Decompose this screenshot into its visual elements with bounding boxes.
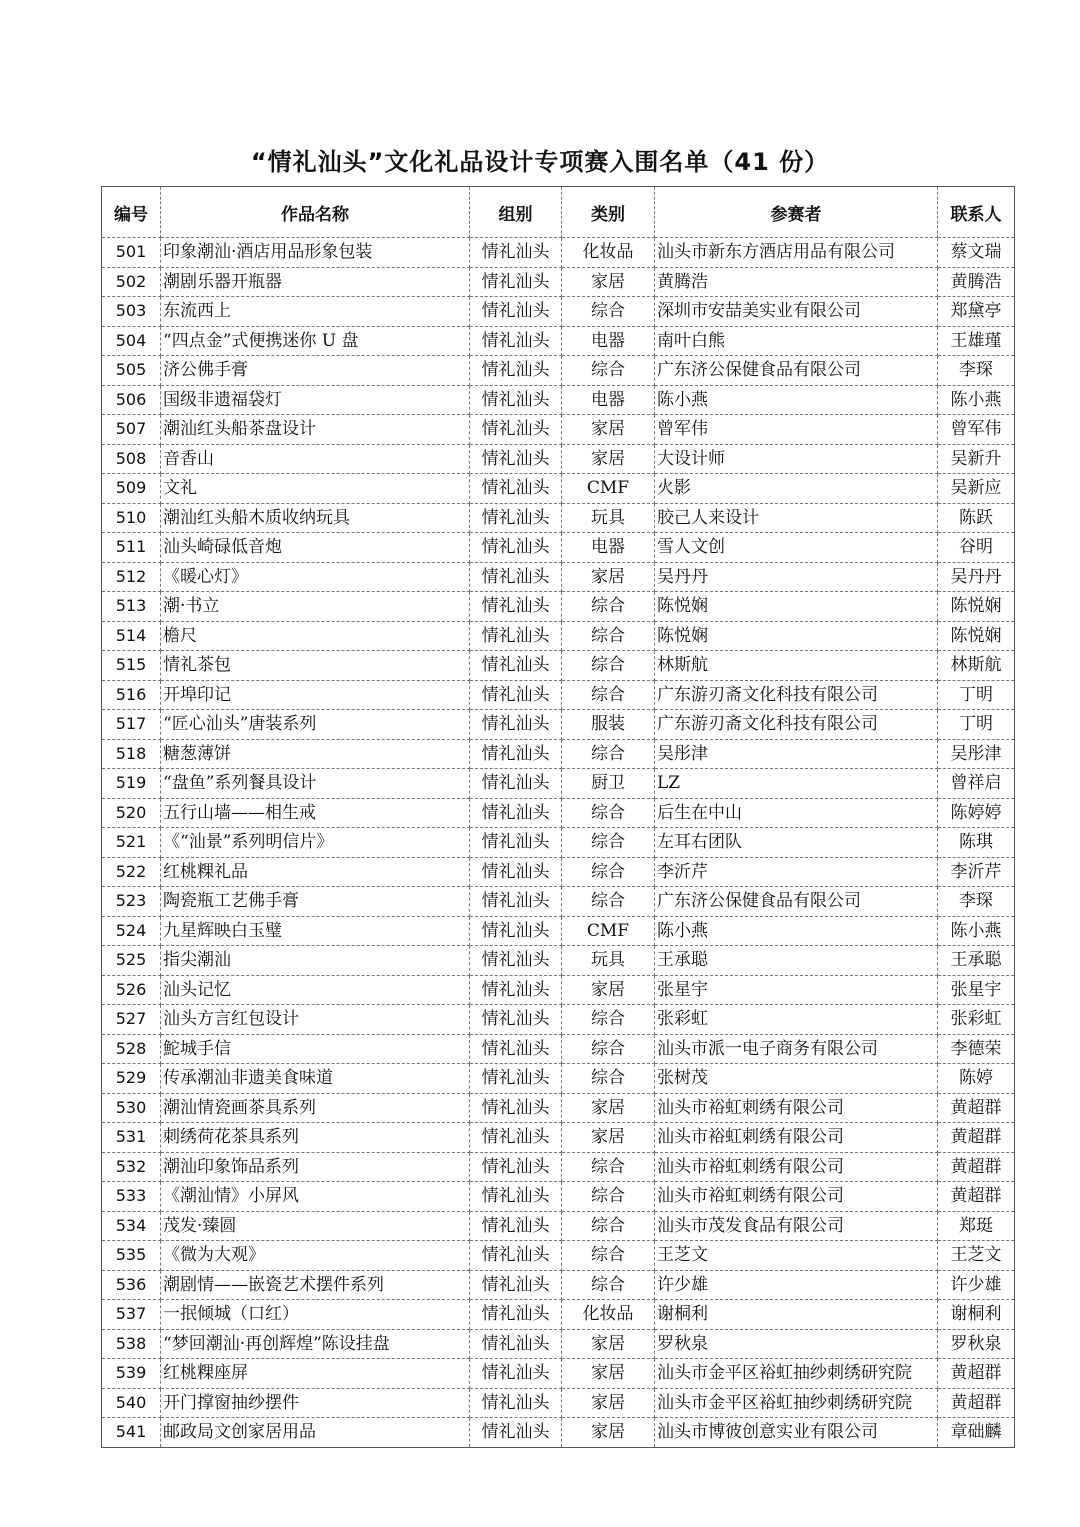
cell-work-name: 糖葱薄饼 [161,739,470,769]
table-row [102,297,1015,327]
table-row [102,267,1015,297]
cell-id: 541 [102,1418,161,1448]
cell-id: 514 [102,621,161,651]
cell-category: 综合 [562,1152,655,1182]
cell-contact: 王芝文 [938,1241,1015,1271]
cell-group: 情礼汕头 [470,267,562,297]
cell-id: 512 [102,562,161,592]
cell-group: 情礼汕头 [470,769,562,799]
cell-contact: 吴新升 [938,444,1015,474]
cell-group: 情礼汕头 [470,1329,562,1359]
cell-work-name: 鮀城手信 [161,1034,470,1064]
cell-participant: 张树茂 [655,1064,938,1094]
cell-participant: 谢桐利 [655,1300,938,1330]
cell-id: 518 [102,739,161,769]
cell-work-name: 情礼茶包 [161,651,470,681]
cell-work-name: 传承潮汕非遗美食味道 [161,1064,470,1094]
cell-participant: 汕头市裕虹刺绣有限公司 [655,1152,938,1182]
cell-contact: 蔡文瑞 [938,238,1015,268]
cell-id: 502 [102,267,161,297]
table-row [102,857,1015,887]
cell-id: 504 [102,326,161,356]
cell-id: 501 [102,238,161,268]
cell-id: 520 [102,798,161,828]
cell-participant: 广东济公保健食品有限公司 [655,356,938,386]
cell-category: 玩具 [562,946,655,976]
table-row [102,680,1015,710]
cell-participant: 陈小燕 [655,916,938,946]
cell-category: 化妆品 [562,238,655,268]
table-row [102,385,1015,415]
cell-id: 526 [102,975,161,1005]
cell-contact: 吴彤津 [938,739,1015,769]
cell-category: CMF [562,474,655,504]
cell-category: 综合 [562,1005,655,1035]
cell-work-name: 文礼 [161,474,470,504]
header-contact: 联系人 [938,187,1015,238]
cell-group: 情礼汕头 [470,326,562,356]
table-row [102,562,1015,592]
cell-group: 情礼汕头 [470,1152,562,1182]
cell-work-name: 汕头崎碌低音炮 [161,533,470,563]
table-row [102,592,1015,622]
cell-participant: 汕头市派一电子商务有限公司 [655,1034,938,1064]
cell-work-name: “梦回潮汕·再创辉煌”陈设挂盘 [161,1329,470,1359]
cell-group: 情礼汕头 [470,1270,562,1300]
table-row [102,444,1015,474]
cell-id: 524 [102,916,161,946]
cell-group: 情礼汕头 [470,621,562,651]
cell-contact: 丁明 [938,680,1015,710]
cell-contact: 黄腾浩 [938,267,1015,297]
cell-id: 503 [102,297,161,327]
table-row [102,651,1015,681]
cell-participant: 深圳市安喆美实业有限公司 [655,297,938,327]
cell-category: 综合 [562,1182,655,1212]
cell-participant: 王芝文 [655,1241,938,1271]
cell-work-name: 红桃粿礼品 [161,857,470,887]
cell-category: 综合 [562,1241,655,1271]
cell-category: 家居 [562,1329,655,1359]
header-category: 类别 [562,187,655,238]
cell-participant: 李沂芹 [655,857,938,887]
cell-work-name: 《“汕景”系列明信片》 [161,828,470,858]
header-participant: 参赛者 [655,187,938,238]
table-row [102,739,1015,769]
cell-participant: 汕头市博彼创意实业有限公司 [655,1418,938,1448]
cell-work-name: 檐尺 [161,621,470,651]
cell-contact: 黄超群 [938,1388,1015,1418]
cell-participant: 黄腾浩 [655,267,938,297]
cell-group: 情礼汕头 [470,385,562,415]
cell-category: 化妆品 [562,1300,655,1330]
header-work-name: 作品名称 [161,187,470,238]
cell-contact: 王承聪 [938,946,1015,976]
table-row [102,1359,1015,1389]
cell-work-name: 济公佛手膏 [161,356,470,386]
cell-participant: 后生在中山 [655,798,938,828]
cell-participant: 张星宇 [655,975,938,1005]
cell-category: 家居 [562,1123,655,1153]
cell-id: 511 [102,533,161,563]
cell-contact: 黄超群 [938,1152,1015,1182]
cell-participant: 汕头市茂发食品有限公司 [655,1211,938,1241]
cell-group: 情礼汕头 [470,710,562,740]
cell-category: 综合 [562,680,655,710]
cell-participant: 火影 [655,474,938,504]
cell-category: 综合 [562,592,655,622]
table-row [102,975,1015,1005]
cell-participant: 吴彤津 [655,739,938,769]
cell-work-name: “盘鱼”系列餐具设计 [161,769,470,799]
table-row [102,1270,1015,1300]
table-row [102,710,1015,740]
cell-contact: 张彩虹 [938,1005,1015,1035]
cell-id: 529 [102,1064,161,1094]
cell-work-name: 《微为大观》 [161,1241,470,1271]
table-row [102,887,1015,917]
cell-participant: LZ [655,769,938,799]
cell-contact: 陈悦娴 [938,621,1015,651]
cell-group: 情礼汕头 [470,444,562,474]
cell-participant: 陈小燕 [655,385,938,415]
cell-contact: 罗秋泉 [938,1329,1015,1359]
cell-category: CMF [562,916,655,946]
cell-category: 综合 [562,857,655,887]
table-row [102,1123,1015,1153]
table-row [102,326,1015,356]
table-row [102,1388,1015,1418]
cell-id: 508 [102,444,161,474]
table-row [102,798,1015,828]
cell-category: 家居 [562,562,655,592]
cell-id: 533 [102,1182,161,1212]
cell-group: 情礼汕头 [470,946,562,976]
table-row [102,238,1015,268]
cell-id: 528 [102,1034,161,1064]
cell-participant: 汕头市裕虹刺绣有限公司 [655,1123,938,1153]
cell-group: 情礼汕头 [470,651,562,681]
cell-category: 玩具 [562,503,655,533]
cell-contact: 陈婷 [938,1064,1015,1094]
cell-id: 539 [102,1359,161,1389]
cell-category: 家居 [562,1093,655,1123]
cell-group: 情礼汕头 [470,1241,562,1271]
table-row [102,1152,1015,1182]
cell-participant: 罗秋泉 [655,1329,938,1359]
cell-id: 522 [102,857,161,887]
cell-participant: 王承聪 [655,946,938,976]
table-row [102,1064,1015,1094]
cell-contact: 曾祥启 [938,769,1015,799]
cell-contact: 章础麟 [938,1418,1015,1448]
cell-work-name: 音香山 [161,444,470,474]
cell-participant: 汕头市裕虹刺绣有限公司 [655,1182,938,1212]
cell-contact: 曾军伟 [938,415,1015,445]
cell-work-name: 九星辉映白玉璧 [161,916,470,946]
cell-category: 综合 [562,1211,655,1241]
cell-id: 516 [102,680,161,710]
header-id: 编号 [102,187,161,238]
cell-work-name: 邮政局文创家居用品 [161,1418,470,1448]
cell-group: 情礼汕头 [470,533,562,563]
cell-participant: 大设计师 [655,444,938,474]
cell-category: 电器 [562,385,655,415]
cell-work-name: 潮剧乐器开瓶器 [161,267,470,297]
cell-work-name: 指尖潮汕 [161,946,470,976]
cell-category: 综合 [562,651,655,681]
cell-contact: 林斯航 [938,651,1015,681]
cell-group: 情礼汕头 [470,887,562,917]
cell-participant: 陈悦娴 [655,592,938,622]
cell-participant: 南叶白熊 [655,326,938,356]
cell-category: 家居 [562,415,655,445]
table-row [102,1300,1015,1330]
cell-id: 513 [102,592,161,622]
table-row [102,474,1015,504]
cell-group: 情礼汕头 [470,1418,562,1448]
cell-participant: 汕头市裕虹刺绣有限公司 [655,1093,938,1123]
cell-id: 538 [102,1329,161,1359]
cell-id: 535 [102,1241,161,1271]
cell-id: 509 [102,474,161,504]
cell-id: 519 [102,769,161,799]
cell-category: 服装 [562,710,655,740]
cell-work-name: 潮汕红头船木质收纳玩具 [161,503,470,533]
cell-participant: 广东游刃斋文化科技有限公司 [655,710,938,740]
cell-category: 综合 [562,739,655,769]
cell-category: 家居 [562,1388,655,1418]
cell-work-name: 开埠印记 [161,680,470,710]
cell-contact: 陈婷婷 [938,798,1015,828]
cell-id: 540 [102,1388,161,1418]
cell-contact: 许少雄 [938,1270,1015,1300]
cell-work-name: 潮汕情瓷画茶具系列 [161,1093,470,1123]
cell-category: 厨卫 [562,769,655,799]
table-row [102,503,1015,533]
cell-group: 情礼汕头 [470,356,562,386]
table-row [102,828,1015,858]
cell-id: 525 [102,946,161,976]
cell-id: 505 [102,356,161,386]
cell-category: 家居 [562,975,655,1005]
table-row [102,415,1015,445]
cell-participant: 汕头市金平区裕虹抽纱刺绣研究院 [655,1388,938,1418]
cell-contact: 王雄瑾 [938,326,1015,356]
cell-group: 情礼汕头 [470,798,562,828]
cell-group: 情礼汕头 [470,297,562,327]
table-header-row [102,187,1015,238]
cell-group: 情礼汕头 [470,238,562,268]
cell-participant: 胶己人来设计 [655,503,938,533]
table-row [102,1329,1015,1359]
cell-id: 515 [102,651,161,681]
header-group: 组别 [470,187,562,238]
cell-contact: 张星宇 [938,975,1015,1005]
cell-contact: 郑珽 [938,1211,1015,1241]
cell-group: 情礼汕头 [470,1064,562,1094]
cell-participant: 雪人文创 [655,533,938,563]
cell-category: 综合 [562,1064,655,1094]
cell-id: 537 [102,1300,161,1330]
table-row [102,916,1015,946]
cell-group: 情礼汕头 [470,739,562,769]
cell-participant: 广东济公保健食品有限公司 [655,887,938,917]
cell-category: 综合 [562,621,655,651]
cell-participant: 曾军伟 [655,415,938,445]
cell-participant: 广东游刃斋文化科技有限公司 [655,680,938,710]
cell-id: 523 [102,887,161,917]
cell-contact: 郑黛亭 [938,297,1015,327]
cell-work-name: 《暖心灯》 [161,562,470,592]
cell-work-name: “匠心汕头”唐装系列 [161,710,470,740]
table-row [102,1418,1015,1448]
cell-participant: 汕头市金平区裕虹抽纱刺绣研究院 [655,1359,938,1389]
cell-group: 情礼汕头 [470,1359,562,1389]
cell-participant: 汕头市新东方酒店用品有限公司 [655,238,938,268]
cell-contact: 黄超群 [938,1182,1015,1212]
cell-work-name: 东流西上 [161,297,470,327]
cell-contact: 谢桐利 [938,1300,1015,1330]
cell-category: 综合 [562,297,655,327]
cell-work-name: 刺绣荷花茶具系列 [161,1123,470,1153]
cell-work-name: 国级非遗福袋灯 [161,385,470,415]
cell-participant: 吴丹丹 [655,562,938,592]
page-title: “情礼汕头”文化礼品设计专项赛入围名单（41 份） [250,148,830,176]
cell-category: 家居 [562,1418,655,1448]
cell-group: 情礼汕头 [470,1123,562,1153]
cell-id: 527 [102,1005,161,1035]
table-row [102,1034,1015,1064]
table-row [102,769,1015,799]
cell-id: 530 [102,1093,161,1123]
cell-work-name: 潮剧情——嵌瓷艺术摆件系列 [161,1270,470,1300]
cell-category: 家居 [562,444,655,474]
cell-contact: 李德荣 [938,1034,1015,1064]
cell-contact: 吴新应 [938,474,1015,504]
cell-group: 情礼汕头 [470,857,562,887]
cell-group: 情礼汕头 [470,680,562,710]
table-row [102,1093,1015,1123]
cell-group: 情礼汕头 [470,1388,562,1418]
cell-contact: 陈悦娴 [938,592,1015,622]
cell-contact: 黄超群 [938,1123,1015,1153]
cell-group: 情礼汕头 [470,828,562,858]
cell-category: 家居 [562,267,655,297]
cell-work-name: 汕头记忆 [161,975,470,1005]
cell-work-name: 潮·书立 [161,592,470,622]
cell-contact: 丁明 [938,710,1015,740]
cell-category: 综合 [562,828,655,858]
cell-group: 情礼汕头 [470,1300,562,1330]
table-row [102,1241,1015,1271]
cell-work-name: 五行山墙——相生戒 [161,798,470,828]
cell-contact: 陈琪 [938,828,1015,858]
cell-group: 情礼汕头 [470,562,562,592]
cell-contact: 李琛 [938,887,1015,917]
cell-category: 综合 [562,1270,655,1300]
cell-contact: 黄超群 [938,1093,1015,1123]
shortlist-table [101,186,1015,1448]
cell-group: 情礼汕头 [470,415,562,445]
cell-category: 综合 [562,1034,655,1064]
cell-group: 情礼汕头 [470,1211,562,1241]
cell-work-name: 一抿倾城（口红） [161,1300,470,1330]
cell-category: 综合 [562,887,655,917]
table-body [102,238,1015,1448]
cell-contact: 谷明 [938,533,1015,563]
cell-work-name: 茂发·臻圆 [161,1211,470,1241]
cell-work-name: 汕头方言红包设计 [161,1005,470,1035]
cell-id: 506 [102,385,161,415]
cell-contact: 黄超群 [938,1359,1015,1389]
cell-work-name: “四点金”式便携迷你 U 盘 [161,326,470,356]
cell-work-name: 开门撑窗抽纱摆件 [161,1388,470,1418]
table-row [102,1182,1015,1212]
table-row [102,356,1015,386]
cell-group: 情礼汕头 [470,1093,562,1123]
cell-id: 517 [102,710,161,740]
cell-category: 电器 [562,326,655,356]
table-row [102,1005,1015,1035]
cell-participant: 张彩虹 [655,1005,938,1035]
cell-group: 情礼汕头 [470,1034,562,1064]
cell-group: 情礼汕头 [470,592,562,622]
cell-group: 情礼汕头 [470,1005,562,1035]
cell-group: 情礼汕头 [470,1182,562,1212]
cell-id: 507 [102,415,161,445]
cell-category: 综合 [562,356,655,386]
table-row [102,946,1015,976]
cell-id: 521 [102,828,161,858]
cell-contact: 吴丹丹 [938,562,1015,592]
cell-group: 情礼汕头 [470,474,562,504]
cell-group: 情礼汕头 [470,916,562,946]
cell-contact: 陈跃 [938,503,1015,533]
cell-contact: 李沂芹 [938,857,1015,887]
cell-category: 综合 [562,798,655,828]
cell-work-name: 印象潮汕·酒店用品形象包装 [161,238,470,268]
cell-id: 536 [102,1270,161,1300]
cell-group: 情礼汕头 [470,975,562,1005]
cell-contact: 陈小燕 [938,385,1015,415]
cell-id: 532 [102,1152,161,1182]
cell-category: 家居 [562,1359,655,1389]
table-row [102,1211,1015,1241]
cell-id: 531 [102,1123,161,1153]
table-row [102,621,1015,651]
cell-work-name: 潮汕红头船茶盘设计 [161,415,470,445]
cell-id: 534 [102,1211,161,1241]
cell-work-name: 陶瓷瓶工艺佛手膏 [161,887,470,917]
table-row [102,533,1015,563]
cell-work-name: 潮汕印象饰品系列 [161,1152,470,1182]
cell-work-name: 红桃粿座屏 [161,1359,470,1389]
cell-participant: 左耳右团队 [655,828,938,858]
cell-contact: 李琛 [938,356,1015,386]
cell-participant: 林斯航 [655,651,938,681]
cell-group: 情礼汕头 [470,503,562,533]
cell-contact: 陈小燕 [938,916,1015,946]
cell-work-name: 《潮汕情》小屏风 [161,1182,470,1212]
cell-id: 510 [102,503,161,533]
cell-participant: 陈悦娴 [655,621,938,651]
cell-participant: 许少雄 [655,1270,938,1300]
cell-category: 电器 [562,533,655,563]
